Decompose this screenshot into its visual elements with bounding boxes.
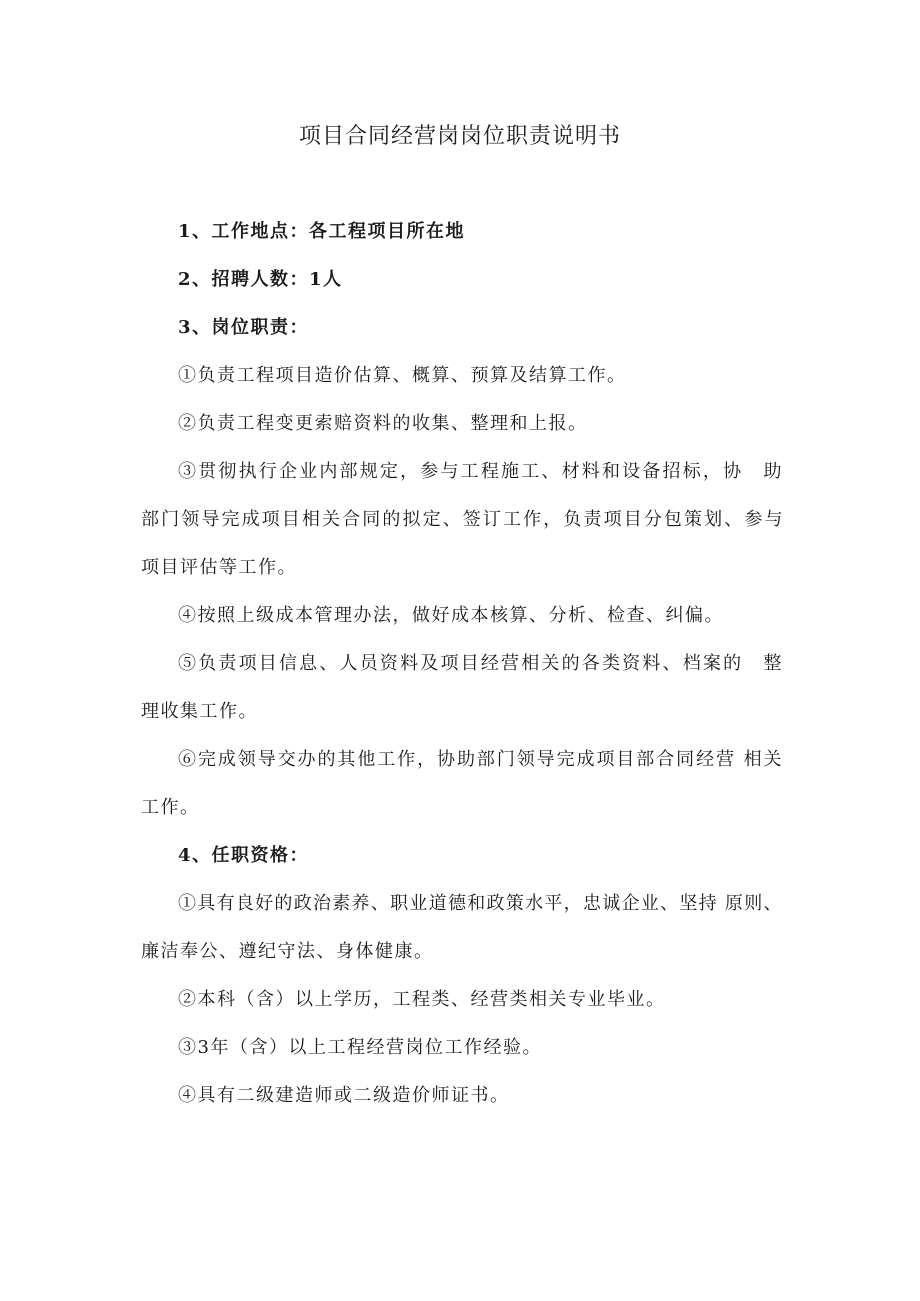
qualifications-heading: 4、任职资格： <box>178 845 310 866</box>
duties-heading: 3、岗位职责： <box>178 317 310 338</box>
duty-item-5-line-1: ⑤负责项目信息、人员资料及项目经营相关的各类资料、档案的 整 <box>178 653 782 674</box>
duty-item-6-line-1: ⑥完成领导交办的其他工作，协助部门领导完成项目部合同经营 相关 <box>178 749 782 770</box>
qualification-item-1-line-1: ①具有良好的政治素养、职业道德和政策水平，忠诚企业、坚持 原则、 <box>178 893 782 914</box>
qualification-item-1-line-2: 廉洁奉公、遵纪守法、身体健康。 <box>141 941 434 962</box>
duty-item-6-line-2: 工作。 <box>141 797 200 818</box>
page-title: 项目合同经营岗岗位职责说明书 <box>298 124 621 149</box>
duty-item-5-line-2: 理收集工作。 <box>141 701 258 722</box>
duty-item-2: ②负责工程变更索赔资料的收集、整理和上报。 <box>178 413 588 434</box>
qualification-item-2: ②本科（含）以上学历，工程类、经营类相关专业毕业。 <box>178 989 666 1010</box>
duty-item-1: ①负责工程项目造价估算、概算、预算及结算工作。 <box>178 365 627 386</box>
duty-item-3-line-2: 部门领导完成项目相关合同的拟定、签订工作，负责项目分包策划、参与 <box>141 509 783 530</box>
duty-item-4: ④按照上级成本管理办法，做好成本核算、分析、检查、纠偏。 <box>178 605 724 626</box>
qualification-item-4: ④具有二级建造师或二级造价师证书。 <box>178 1085 510 1106</box>
qualification-item-3: ③3年（含）以上工程经营岗位工作经验。 <box>178 1037 542 1058</box>
duty-item-3-line-3: 项目评估等工作。 <box>141 557 297 578</box>
headcount: 2、招聘人数：1人 <box>178 269 343 290</box>
work-location: 1、工作地点：各工程项目所在地 <box>178 221 466 242</box>
duty-item-3-line-1: ③贯彻执行企业内部规定，参与工程施工、材料和设备招标，协 助 <box>178 461 782 482</box>
